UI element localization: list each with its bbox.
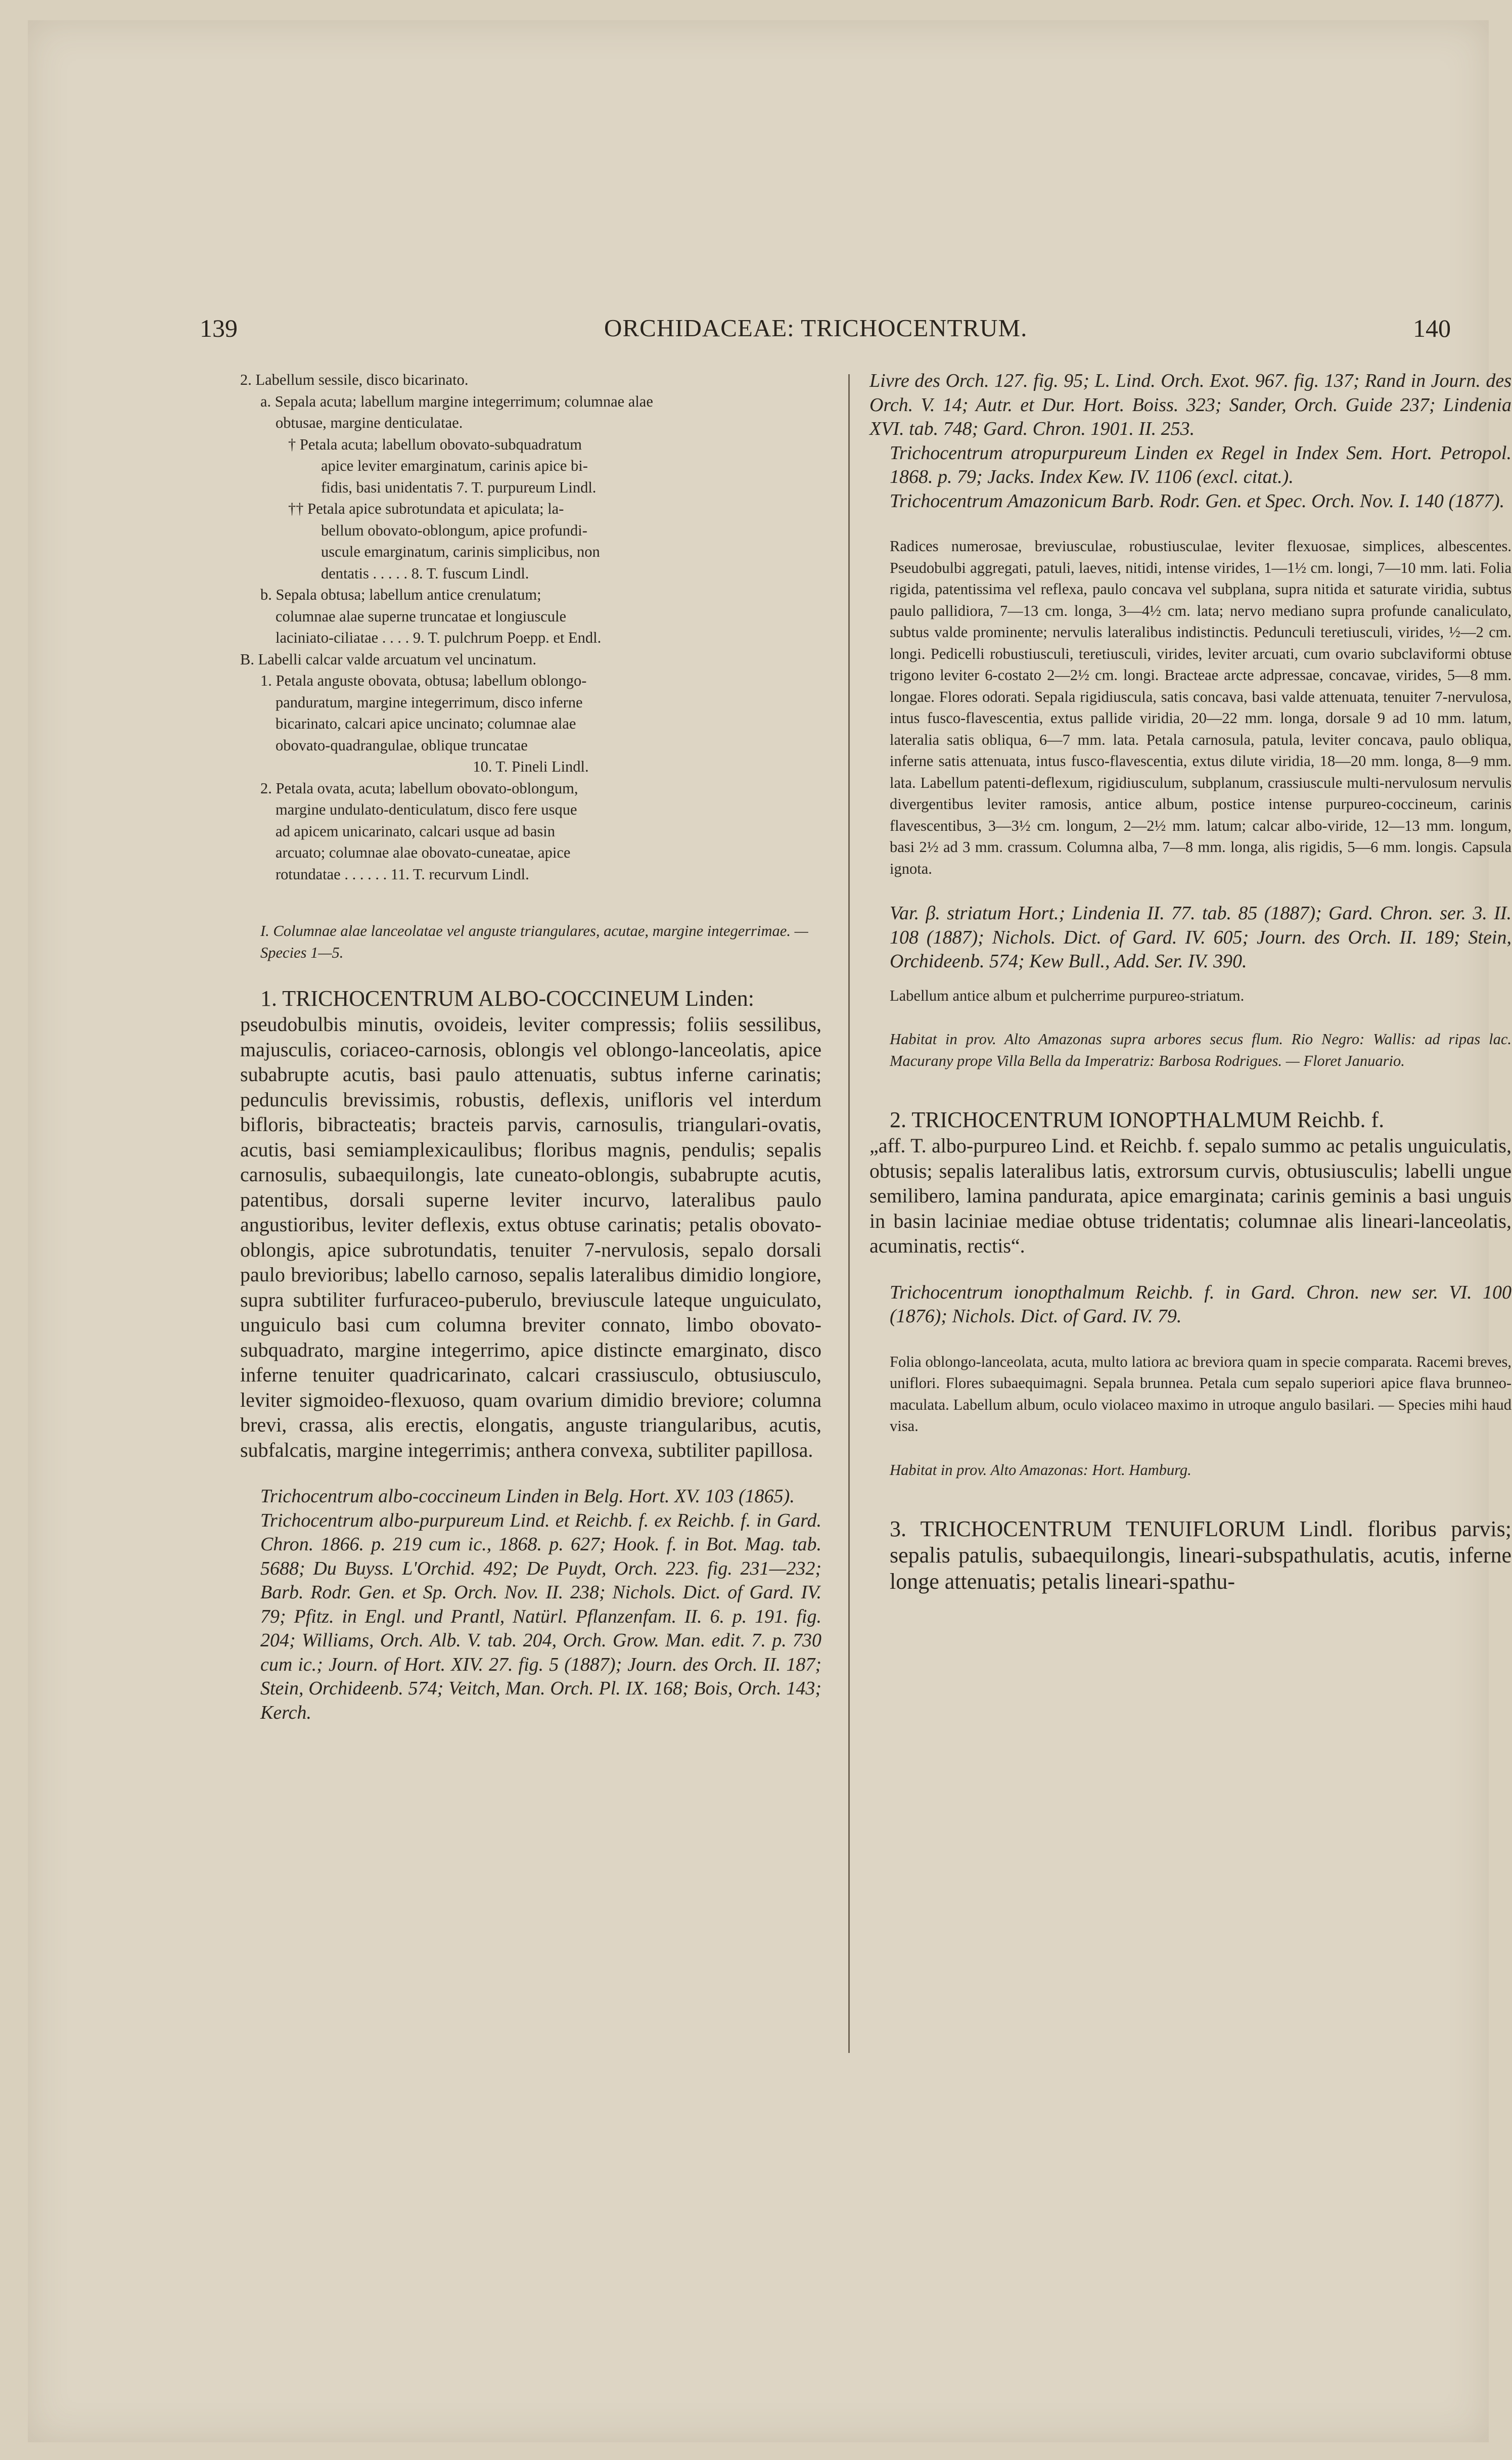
running-title: ORCHIDACEAE: TRICHOCENTRUM. (604, 314, 1028, 342)
key-line: laciniato-ciliatae . . . . 9. T. pulchrum Poepp. et Endl. (276, 629, 602, 646)
key-line: 10. T. Pineli Lindl. (473, 758, 589, 775)
key-line: apice leviter emarginatum, carinis apice bi- (321, 457, 588, 474)
species-1-detailed-description: Radices numerosae, breviusculae, robustiusculae, leviter flexuosae, simplices, albescentes. Pseudobulbi aggregati, patuli, laeves, nitidi, intense virides, 1—1½ cm. longi, 7—10 mm. lati. Folia rigida, patentissima vel reflexa, paulo concava vel subplana, supra nitida et saturate viridia, subtus paulo pallidiora, 7—13 cm. longa, 3—4½ cm. lata; nervo mediano supra profunde canaliculato, subtus valde prominente; nervulis lateralibus indistinctis. Pedunculi teretiusculi, virides, ½—2 cm. longi. Pedicelli robustiusculi, teretiusculi, virides, leviter arcuati, cum ovario subclaviformi obtuse trigono leviter 6-costato 2—2½ cm. longi. Bracteae arcte adpressae, concavae, virides, 5—8 mm. longae. Flores odorati. Sepala rigidiuscula, satis concava, basi valde attenuata, tenuiter 7-nervulosa, intus fusco-flavescentia, extus pallide viridia, 20—22 mm. longa, dorsale 9 ad 10 mm. latum, lateralia satis obliqua, 6—7 mm. lata. Petala carnosula, patula, leviter concava, paulo obliqua, inferne satis attenuata, intus fusco-flavescentia, extus dilute viridia, 18—20 mm. longa, 8—9 mm. lata. Labellum patenti-deflexum, rigidiusculum, subplanum, crassiuscule multi-nervulosum nervulis divergentibus leviter ramosis, antice album, postice intense purpureo-coccineum, carinis flavescentibus, 3—3½ cm. longum, 2—2½ mm. latum; calcar albo-viride, 12—13 mm. longum, basi 2½ ad 3 mm. crassum. Columna alba, 7—8 mm. longa, alis rigidis, 5—6 mm. longis. Capsula ignota. (890, 538, 1511, 877)
right-column (869, 369, 1511, 1595)
key-line: bellum obovato-oblongum, apice profundi- (321, 521, 587, 539)
synonym-atropurpureum: Trichocentrum atropurpureum Linden ex Regel in Index Sem. Hort. Petropol. 1868. p. 79; Jacks. Index Kew. IV. 1106 (excl. citat.). (890, 442, 1511, 487)
species-1-citation: Trichocentrum albo-coccineum Linden in Belg. Hort. XV. 103 (1865). (260, 1486, 795, 1507)
citation-continued: Livre des Orch. 127. fig. 95; L. Lind. Orch. Exot. 967. fig. 137; Rand in Journ. des Orch. V. 14; Autr. et Dur. Hort. Boiss. 323; Sander, Orch. Guide 237; Lindenia XVI. tab. 748; Gard. Chron. 1901. II. 253. (869, 370, 1511, 439)
key-line: obtusae, margine denticulatae. (276, 414, 463, 431)
species-2-citation: Trichocentrum ionopthalmum Reichb. f. in Gard. Chron. new ser. VI. 100 (1876); Nichols. Dict. of Gard. IV. 79. (890, 1281, 1511, 1327)
species-1-title: 1. TRICHOCENTRUM ALBO-COCCINEUM Linden: (260, 986, 754, 1011)
page (28, 20, 1511, 2442)
species-2-title: 2. TRICHOCENTRUM IONOPTHALMUM Reichb. f. (890, 1107, 1385, 1132)
key-line: uscule emarginatum, carinis simplicibus, non (321, 543, 600, 560)
key-line: dentatis . . . . . 8. T. fuscum Lindl. (321, 564, 529, 582)
species-2-habitat: Habitat in prov. Alto Amazonas: Hort. Hamburg. (890, 1461, 1192, 1479)
column-divider (848, 374, 850, 2053)
key-line: rotundatae . . . . . . 11. T. recurvum Lindl. (276, 865, 529, 883)
key-line: 2. Petala ovata, acuta; labellum obovato-oblongum, (260, 779, 578, 797)
key-line: fidis, basi unidentatis 7. T. purpureum Lindl. (321, 478, 597, 496)
key-line: B. Labelli calcar valde arcuatum vel uncinatum. (240, 650, 537, 668)
key-line: b. Sepala obtusa; labellum antice crenulatum; (260, 586, 541, 603)
page-number-right: 140 (1413, 314, 1451, 342)
key-line: a. Sepala acuta; labellum margine integerrimum; columnae alae (260, 392, 653, 410)
key-line: ad apicem unicarinato, calcari usque ad basin (276, 822, 555, 840)
species-3-title: 3. TRICHOCENTRUM TENUIFLORUM Lindl. floribus parvis; sepalis patulis, subaequilongis, lineari-subspathulatis, acutis, inferne longe attenuatis; petalis lineari-spathu- (890, 1516, 1511, 1594)
group-heading: I. Columnae alae lanceolatae vel anguste triangulares, acutae, margine integerrimae. — Species 1—5. (260, 922, 808, 961)
species-2-detailed-description: Folia oblongo-lanceolata, acuta, multo latiora ac breviora quam in specie comparata. Racemi breves, uniflori. Flores subaequimagni. Sepala brunnea. Petala cum sepalo superiori apice flava brunneo-maculata. Labellum album, oculo violaceo maximo in utroque angulo basilari. — Species mihi haud visa. (890, 1353, 1511, 1435)
key-line: margine undulato-denticulatum, disco fere usque (276, 801, 577, 818)
key-line: 2. Labellum sessile, disco bicarinato. (240, 371, 469, 388)
key-line: † Petala acuta; labellum obovato-subquadratum (288, 435, 582, 453)
key-line: obovato-quadrangulae, oblique truncatae (276, 736, 528, 754)
key-line: panduratum, margine integerrimum, disco inferne (276, 693, 583, 711)
key-line: 1. Petala anguste obovata, obtusa; labellum oblongo- (260, 672, 587, 689)
variety-striatum: Var. β. striatum Hort.; Lindenia II. 77. tab. 85 (1887); Gard. Chron. ser. 3. II. 108 (1887); Nichols. Dict. of Gard. IV. 605; Journ. des Orch. II. 189; Stein, Orchideenb. 574; Kew Bull., Add. Ser. IV. 390. (890, 903, 1511, 972)
key-line: bicarinato, calcari apice uncinato; columnae alae (276, 715, 576, 732)
key-line: arcuato; columnae alae obovato-cuneatae, apice (276, 844, 571, 861)
variety-description: Labellum antice album et pulcherrime purpureo-striatum. (890, 987, 1245, 1004)
key-line: columnae alae superne truncatae et longiuscule (276, 607, 567, 625)
species-1-description: pseudobulbis minutis, ovoideis, leviter compressis; foliis sessilibus, majusculis, coriaceo-carnosis, oblongis vel oblongo-lanceolatis, apice subabrupte acutis, basi paulo attenuatis, subtus inferne carinatis; pedunculis brevissimis, robustis, deflexis, unifloris vel interdum bifloris, bibracteatis; bracteis parvis, carnosulis, triangulari-ovatis, acutis, basi semiamplexicaulibus; floribus magnis, pendulis; sepalis carnosulis, subaequilongis, late cuneato-oblongis, subabrupte acutis, patentibus, dorsali superne leviter incurvo, lateralibus paulo angustioribus, leviter deflexis, extus obtuse carinatis; petalis obovato-oblongis, apice subrotundatis, tenuiter 7-nervulosis, sepalo dorsali paulo brevioribus; labello carnoso, sepalis lateralibus dimidio longiore, supra subtiliter furfuraceo-puberulo, breviuscule lateque unguiculato, unguiculo basi cum columna breviter connato, limbo obovato-subquadrato, margine integerrimo, apice distincte emarginato, disco inferne tenuiter quadricarinato, calcari crassiusculo, obtusiusculo, leviter sigmoideo-flexuoso, quam ovarium dimidio breviore; columna brevi, crassa, alis erectis, elongatis, anguste triangularibus, acutis, subfalcatis, margine integerrimis; anthera convexa, subtiliter papillosa. (240, 1013, 821, 1461)
synonym-amazonicum: Trichocentrum Amazonicum Barb. Rodr. Gen. et Spec. Orch. Nov. I. 140 (1877). (890, 490, 1505, 512)
species-1-habitat: Habitat in prov. Alto Amazonas supra arbores secus flum. Rio Negro: Wallis: ad ripas lac. Macurany prope Villa Bella da Imperatriz: Barbosa Rodrigues. — Floret Januario. (890, 1031, 1511, 1069)
page-number-left: 139 (200, 314, 238, 342)
left-column (240, 369, 821, 1725)
key-line: †† Petala apice subrotundata et apiculata; la- (288, 500, 564, 517)
species-1-synonym-citation: Trichocentrum albo-purpureum Lind. et Reichb. f. ex Reichb. f. in Gard. Chron. 1866. p. 219 cum ic., 1868. p. 627; Hook. f. in Bot. Mag. tab. 5688; Du Buyss. L'Orchid. 492; De Puydt, Orch. 223. fig. 231—232; Barb. Rodr. Gen. et Sp. Orch. Nov. II. 238; Nichols. Dict. of Gard. IV. 79; Pfitz. in Engl. und Prantl, Natürl. Pflanzenfam. II. 6. p. 191. fig. 204; Williams, Orch. Alb. V. tab. 204, Orch. Grow. Man. edit. 7. p. 730 cum ic.; Journ. of Hort. XIV. 27. fig. 5 (1887); Journ. des Orch. II. 187; Stein, Orchideenb. 574; Veitch, Man. Orch. Pl. IX. 168; Bois, Orch. 143; Kerch. (260, 1509, 821, 1723)
species-2-description: „aff. T. albo-purpureo Lind. et Reichb. f. sepalo summo ac petalis unguiculatis, obtusis; sepalis lateralibus latis, extrorsum curvis, obtusiusculis; labelli ungue semilibero, lamina pandurata, apice emarginata; carinis geminis a basi unguis in basin laciniae mediae obtuse tridentatis; columnae alis lineari-lanceolatis, acuminatis, rectis“. (869, 1134, 1511, 1257)
